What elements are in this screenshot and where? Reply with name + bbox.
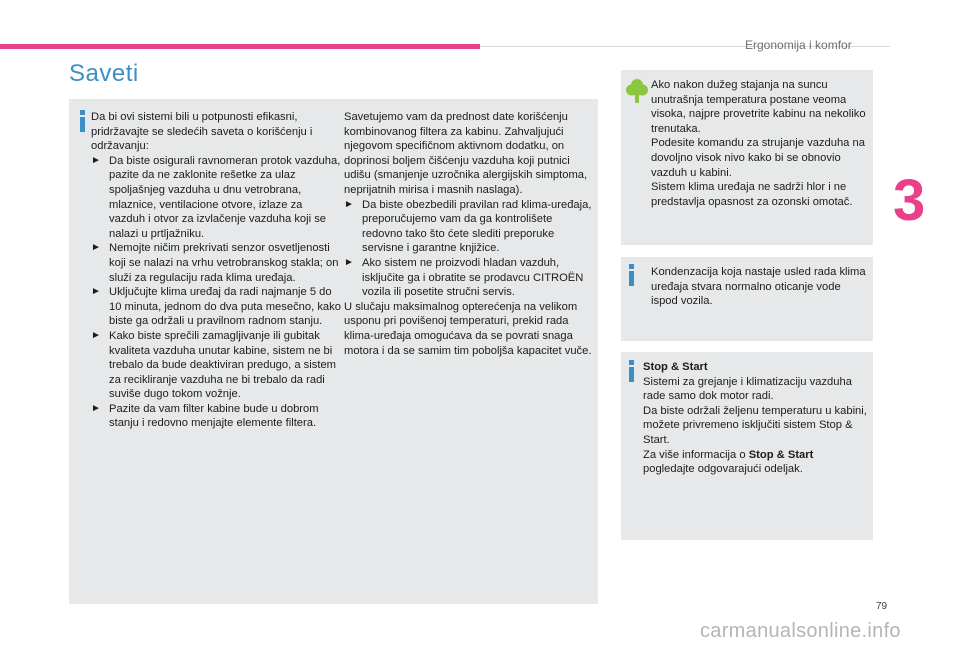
tips-column-1 [91, 110, 341, 431]
bullet-text: Da biste obezbedili pravilan rad klima-uređaja, preporučujemo vam da ga kontrolišete redovno tako što ćete slediti preporuke servisne i garantne knjižice. [362, 198, 592, 255]
arrow-bullet-icon: ► [91, 154, 101, 166]
stop-start-title: Stop & Start [643, 361, 708, 373]
section-title: Ergonomija i komfor [745, 38, 852, 52]
stop-start-text-2: Da biste održali željenu temperaturu u kabini, možete privremeno isključiti sistem Stop & Start. [643, 404, 867, 446]
bullet-text: Kako biste sprečili zamagljivanje ili gubitak kvaliteta vazduha unutar kabine, sistem ne bi trebalo da bude deaktiviran predugo, a sistem za recikliranje vazduha ne bi trebalo da radi suviše dugo tokom vožnje. [109, 329, 337, 401]
bullet-text: Uključujte klima uređaj da radi najmanje 5 do 10 minuta, jednom do dva puta mesečno, kako biste ga održali u pravilnom radnom stanju. [109, 286, 341, 328]
eco-text-2: Podesite komandu za strujanje vazduha na dovoljno visok nivo kako bi se obnovio vazduh u kabini. [651, 137, 865, 179]
bullet-text: Pazite da vam filter kabine bude u dobrom stanju i redovno menjajte elemente filtera. [109, 402, 319, 430]
watermark: carmanualsonline.info [700, 620, 901, 642]
arrow-bullet-icon: ► [91, 242, 101, 254]
bullet-item [91, 329, 341, 402]
tips-intro: Da bi ovi sistemi bili u potpunosti efikasni, pridržavajte se sledećih saveta o korišćenju i održavanju: [91, 111, 313, 153]
arrow-bullet-icon: ► [91, 402, 101, 414]
arrow-bullet-icon: ► [91, 286, 101, 298]
arrow-bullet-icon: ► [344, 198, 354, 210]
bullet-text: Da biste osigurali ravnomeran protok vazduha, pazite da ne zaklonite rešetke za ulaz spoljašnjeg vazduha u dnu vetrobrana, mlaznice, ventilacione otvore, izlaze za vazduh i otvor za izvlačenje vazduha koji se nalazi u prtljažniku. [109, 154, 341, 240]
bullet-item [91, 402, 341, 431]
eco-tree-icon [626, 78, 648, 104]
bullet-item [91, 154, 341, 242]
bullet-text: Ako sistem ne proizvodi hladan vazduh, isključite ga i obratite se prodavcu CITROËN vozila ili posetite stručni servis. [362, 256, 584, 299]
bullet-item [344, 198, 594, 256]
stop-start-text-1: Sistemi za grejanje i klimatizaciju vazduha rade samo dok motor radi. [643, 375, 852, 403]
bullet-item [91, 285, 341, 329]
filter-advice: Savetujemo vam da prednost date korišćenju kombinovanog filtera za kabinu. Zahvaljujući njegovom specifičnom aktivnom dodatku, on doprinosi boljem čišćenju vazduha koji putnici udišu (smanjenje uzročnika alergijskih simptoma, neprijatnih mirisa i masnih naslaga). [344, 111, 588, 196]
info-icon [78, 110, 88, 132]
bullet-item [344, 256, 594, 300]
info-icon [627, 264, 637, 286]
towing-advice: U slučaju maksimalnog opterećenja na velikom usponu pri povišenoj temperaturi, prekid rada klima-uređaja omogućava da se povrati snaga motora i da se samim tim poboljša kapacitet vuče. [344, 300, 592, 357]
condensation-text: Kondenzacija koja nastaje usled rada klima uređaja stvara normalno oticanje vode ispod vozila. [651, 266, 866, 308]
page-number: 79 [876, 601, 888, 612]
arrow-bullet-icon: ► [344, 256, 354, 268]
bullet-text: Nemojte ničim prekrivati senzor osvetljenosti koji se nalazi na vrhu vetrobranskog stakla; on služi za regulaciju rada klima uređaja. [109, 242, 339, 284]
arrow-bullet-icon: ► [91, 329, 101, 341]
stop-start-text-3: Za više informacija o Stop & Start pogledajte odgovarajući odeljak. [643, 448, 814, 476]
accent-bar [0, 44, 480, 49]
eco-text [651, 78, 871, 209]
eco-text-1: Ako nakon dužeg stajanja na suncu unutrašnja temperatura postane veoma visoka, najpre provetrite kabinu na nekoliko trenutaka. [651, 79, 866, 135]
stop-start-text [643, 360, 869, 477]
chapter-number: 3 [893, 168, 926, 233]
eco-text-3: Sistem klima uređaja ne sadrži hlor i ne predstavlja opasnost za ozonski omotač. [651, 181, 853, 208]
page-title: Saveti [69, 60, 139, 87]
tips-column-2 [344, 110, 594, 358]
info-icon [627, 360, 637, 382]
bullet-item [91, 241, 341, 285]
